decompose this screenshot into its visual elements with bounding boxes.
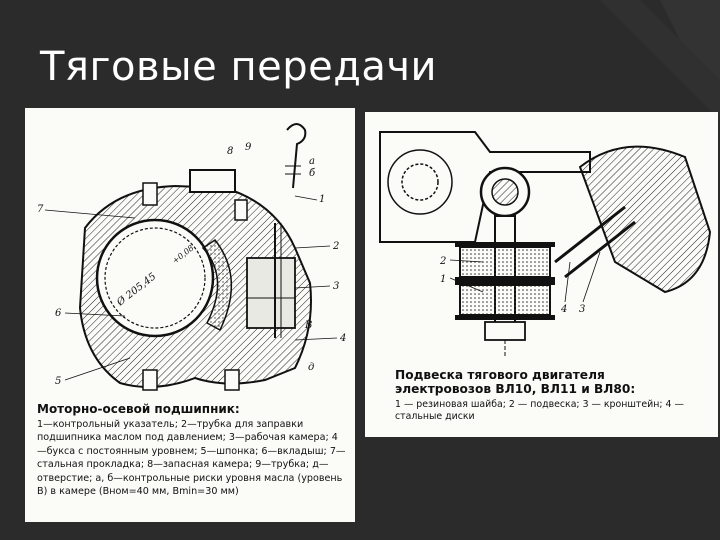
slide-title: Тяговые передачи <box>40 44 438 90</box>
suspension-caption <box>395 368 705 423</box>
label-d: д <box>308 362 315 373</box>
label-b: б <box>309 168 316 179</box>
label-1: 1 <box>440 274 447 285</box>
level-indicator <box>287 124 305 188</box>
label-9: 9 <box>245 142 252 153</box>
rubber-washer-bottom <box>460 285 550 315</box>
tolerance-dimension: +0,08 <box>170 243 196 266</box>
label-3: 3 <box>579 304 586 315</box>
label-1: 1 <box>319 194 326 205</box>
steel-disc-mid <box>455 277 555 285</box>
suspension-caption-title: Подвеска тягового двигателя электровозов ВЛ10, ВЛ11 и ВЛ80: <box>395 368 636 396</box>
label-3: 3 <box>333 281 340 292</box>
label-8: 8 <box>227 146 234 157</box>
label-2: 2 <box>440 256 447 267</box>
label-2: 2 <box>333 241 340 252</box>
reserve-chamber <box>190 170 235 192</box>
motor-bracket <box>580 147 710 292</box>
diameter-dimension: Ø 205,45 <box>115 271 159 309</box>
bearing-figure <box>25 108 355 522</box>
suspension-caption-text: 1 — резиновая шайба; 2 — подвеска; 3 — кронштейн; 4 — стальные диски <box>395 399 684 422</box>
bearing-caption <box>37 402 347 498</box>
oil-chamber <box>247 258 295 328</box>
label-B: В <box>305 320 313 331</box>
label-4: 4 <box>340 333 347 344</box>
label-5: 5 <box>55 376 62 387</box>
label-a: а <box>309 156 315 167</box>
bearing-caption-title: Моторно-осевой подшипник: <box>37 402 240 416</box>
rubber-washer-top <box>460 247 550 277</box>
label-4: 4 <box>561 304 568 315</box>
label-6: 6 <box>55 308 62 319</box>
suspension-figure <box>365 112 718 437</box>
label-7: 7 <box>37 204 44 215</box>
bearing-caption-text: 1—контрольный указатель; 2—трубка для заправки подшипника маслом под давлением; 3—рабочая камера; 4—букса с постоянным уровнем; 5—шпонка; 6—вкладыш; 7—стальная прокладка; 8—запасная камера; 9—трубка; д—отверстие; а, б—контрольные риски уровня масла (уровень В) в камере (Вном=40 мм, Вmin=30 мм) <box>37 419 346 498</box>
